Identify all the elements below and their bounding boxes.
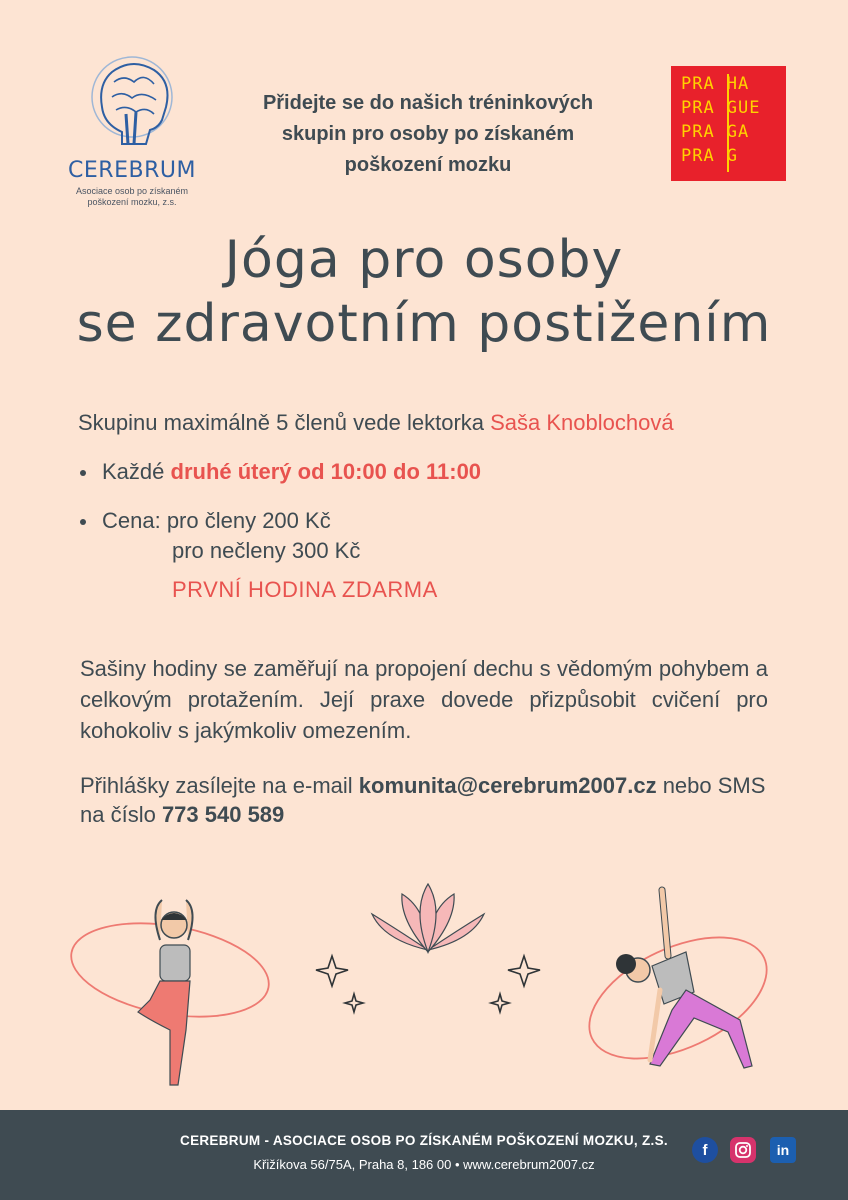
title-line-1: Jóga pro osoby [224, 230, 624, 290]
free-first-hour: PRVNÍ HODINA ZDARMA [172, 577, 438, 602]
instructor-name: Saša Knoblochová [490, 410, 674, 435]
price-nonmembers: pro nečleny 300 Kč [172, 538, 361, 563]
yoga-figure-right [571, 890, 785, 1083]
bullet-dot [80, 519, 86, 525]
schedule-line: Každé druhé úterý od 10:00 do 11:00 [102, 459, 482, 484]
tagline: Přidejte se do našich tréninkových skupin pro osoby po získaném poškození mozku [262, 92, 594, 176]
logo-name: CEREBRUM [68, 158, 196, 183]
contact-email[interactable]: komunita@cerebrum2007.cz [358, 773, 657, 798]
contact-info: Přihlášky zasílejte na e-mail komunita@cerebrum2007.cz nebo SMS na číslo 773 540 589 [80, 773, 766, 827]
yoga-figure-left [64, 900, 276, 1085]
lotus-flower [372, 884, 484, 952]
sparkle-icons [316, 956, 540, 1012]
praha-logo-row-1: PRA HA [681, 74, 750, 94]
bullet-dot [80, 470, 86, 476]
linkedin-icon[interactable]: in [770, 1137, 796, 1163]
footer [0, 1110, 848, 1200]
facebook-icon[interactable]: f [692, 1137, 718, 1163]
yoga-illustration [0, 870, 848, 1110]
praha-logo-row-2: PRA GUE [681, 98, 761, 118]
praha-logo-row-4: PRA G [681, 146, 738, 166]
footer-org-name: CEREBRUM - ASOCIACE OSOB PO ZÍSKANÉM POŠKOZENÍ MOZKU, Z.S. [180, 1133, 668, 1148]
instagram-icon[interactable] [730, 1137, 756, 1163]
intro-text: Skupinu maximálně 5 členů vede lektorka Saša Knoblochová [78, 410, 674, 435]
price-members: Cena: pro členy 200 Kč [102, 508, 331, 533]
schedule-value: druhé úterý od 10:00 do 11:00 [170, 459, 482, 484]
title-line-2: se zdravotním postižením [76, 294, 772, 354]
logo-subtitle: Asociace osob po získaném poškození mozku, z.s. [75, 186, 189, 207]
footer-address: Křižíkova 56/75A, Praha 8, 186 00 • www.cerebrum2007.cz [253, 1157, 595, 1172]
praha-logo [671, 66, 786, 181]
praha-logo-row-3: PRA GA [681, 122, 750, 142]
class-description: Sašiny hodiny se zaměřují na propojení dechu s vědomým pohybem a celkovým protažením. Její praxe dovede přizpůsobit cvičení pro kohokoliv s jakýmkoliv omezením. [80, 656, 768, 743]
contact-phone: 773 540 589 [161, 802, 285, 827]
page-title [0, 228, 848, 356]
